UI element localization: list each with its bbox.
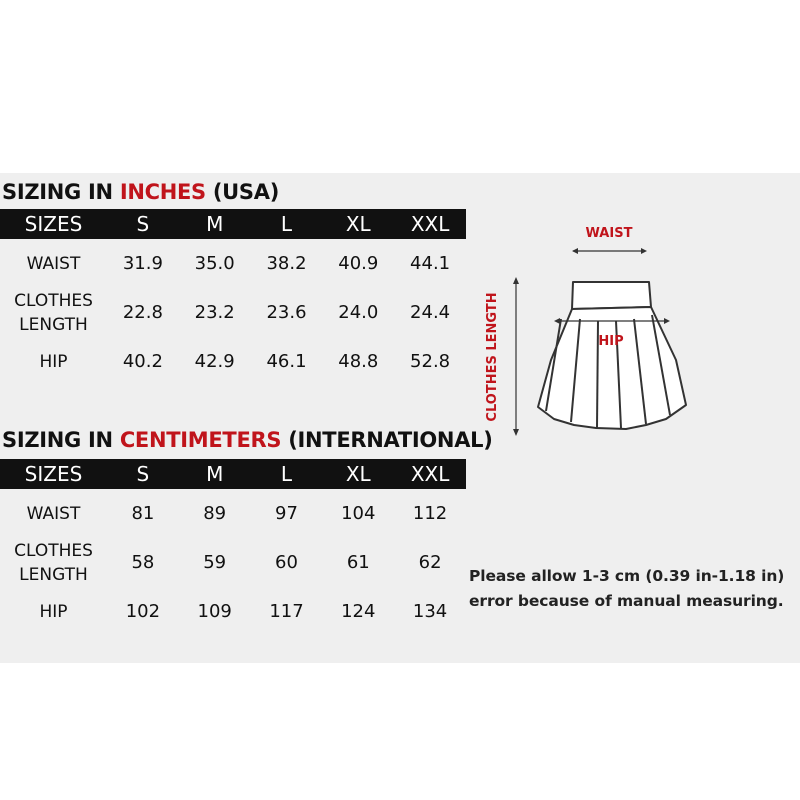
header-xl: XL [345, 212, 371, 236]
cell-value: 31.9 [122, 253, 163, 274]
table-header-row [0, 209, 466, 239]
cell-value: 40.2 [122, 351, 163, 372]
cell-value: 22.8 [122, 302, 163, 323]
header-sizes: SIZES [24, 462, 83, 486]
cell-value: 59 [203, 552, 227, 573]
waist-measure-arrow [572, 248, 647, 254]
header-xxl: XXL [410, 462, 450, 486]
centimeters-section-title: SIZING IN CENTIMETERS (INTERNATIONAL) [2, 428, 493, 452]
table-row-clothes-length [0, 538, 466, 587]
header-s: S [136, 212, 150, 236]
cell-value: 62 [418, 552, 442, 573]
header-l: L [280, 462, 293, 486]
header-sizes: SIZES [24, 212, 83, 236]
skirt-measurement-diagram [476, 215, 696, 440]
hip-label: HIP [598, 334, 624, 349]
cell-value: 23.2 [194, 302, 235, 323]
table-row-hip [0, 337, 466, 386]
measurement-note [469, 564, 799, 614]
table-row-clothes-length [0, 288, 466, 337]
row-label: HIP [39, 351, 68, 372]
cell-value: 38.2 [266, 253, 307, 274]
waist-label: WAIST [585, 226, 633, 241]
header-xxl: XXL [410, 212, 450, 236]
skirt-icon [538, 282, 686, 429]
table-row-waist [0, 239, 466, 288]
cell-value: 60 [275, 552, 298, 573]
cell-value: 97 [275, 503, 298, 524]
table-row-hip [0, 587, 466, 636]
cell-value: 23.6 [266, 302, 307, 323]
cell-value: 42.9 [194, 351, 235, 372]
cell-value: 52.8 [410, 351, 451, 372]
row-label: CLOTHES LENGTH [14, 540, 93, 585]
inches-section-title: SIZING IN INCHES (USA) [2, 180, 279, 204]
length-measure-arrow [513, 277, 519, 436]
cell-value: 58 [131, 552, 155, 573]
header-l: L [280, 212, 293, 236]
cell-value: 48.8 [338, 351, 379, 372]
inches-size-table [0, 209, 466, 386]
centimeters-size-table [0, 459, 466, 636]
row-label: CLOTHES LENGTH [14, 290, 93, 335]
cell-value: 24.0 [338, 302, 379, 323]
cell-value: 44.1 [410, 253, 451, 274]
cell-value: 61 [346, 552, 370, 573]
row-label: WAIST [26, 253, 81, 274]
cell-value: 46.1 [266, 351, 307, 372]
note-line-2: error because of manual measuring. [469, 592, 784, 610]
header-s: S [136, 462, 150, 486]
cell-value: 117 [269, 601, 304, 622]
cell-value: 81 [131, 503, 155, 524]
row-label: WAIST [26, 503, 81, 524]
row-label: HIP [39, 601, 68, 622]
header-m: M [206, 212, 224, 236]
cell-value: 24.4 [410, 302, 451, 323]
cell-value: 40.9 [338, 253, 379, 274]
clothes-length-label: CLOTHES LENGTH [485, 292, 500, 422]
cell-value: 124 [341, 601, 376, 622]
cell-value: 109 [197, 601, 232, 622]
cell-value: 89 [203, 503, 227, 524]
cell-value: 112 [412, 503, 448, 524]
cell-value: 104 [341, 503, 376, 524]
table-header-row [0, 459, 466, 489]
cell-value: 134 [412, 601, 448, 622]
cell-value: 35.0 [194, 253, 235, 274]
note-line-1: Please allow 1-3 cm (0.39 in-1.18 in) [469, 567, 785, 585]
header-m: M [206, 462, 224, 486]
cell-value: 102 [125, 601, 161, 622]
header-xl: XL [345, 462, 371, 486]
table-row-waist [0, 489, 466, 538]
